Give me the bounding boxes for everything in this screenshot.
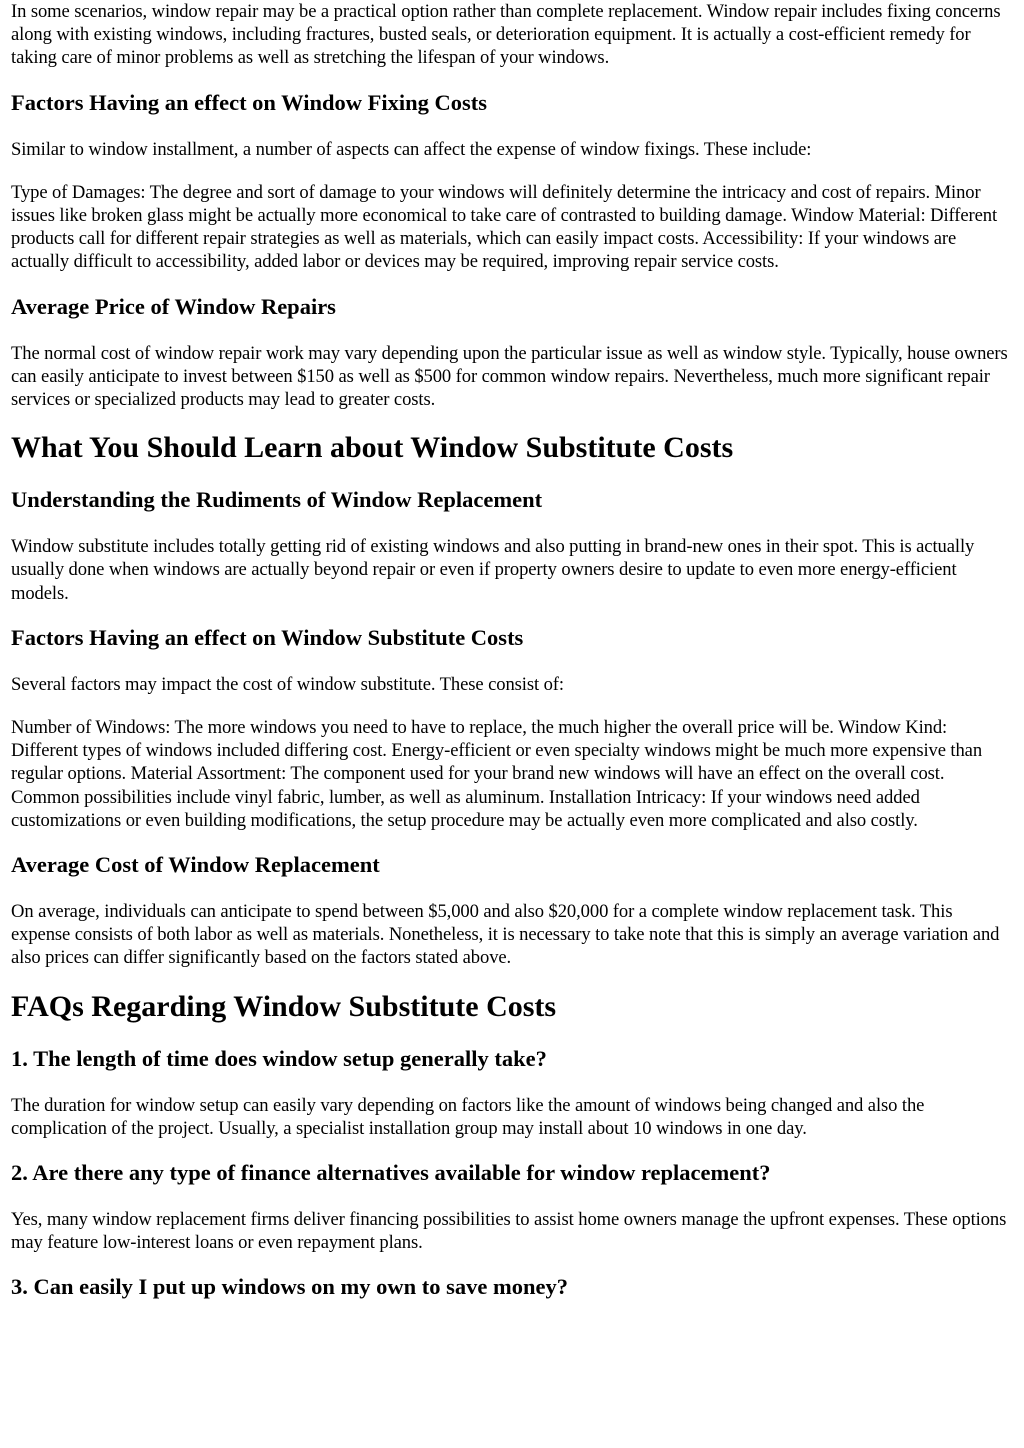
faq-question-3: 3. Can easily I put up windows on my own to save money? (11, 1274, 568, 1300)
repair-factors-lead: Similar to window installment, a number of aspects can affect the expense of window fixings. These include: (11, 138, 812, 160)
faq-question-2: 2. Are there any type of finance alternatives available for window replacement? (11, 1160, 771, 1186)
rudiments-body: Window substitute includes totally getting rid of existing windows and also putting in brand-new ones in their spot. This is actually usually done when windows are actually beyond repair or even if property owners desire to update to even more energy-efficient models. (11, 536, 975, 604)
repair-factors-body: Type of Damages: The degree and sort of damage to your windows will definitely determine the intricacy and cost of repairs. Minor issues like broken glass might be actually more economical to take care of contrasted to building damage. Window Material: Different products call for different repair strategies as well as materials, which can easily impact costs. Accessibility: If your windows are actually difficult to accessibility, added labor or devices may be required, improving repair service costs. (11, 181, 998, 273)
repair-price-heading: Average Price of Window Repairs (11, 293, 336, 319)
replacement-factors-body: Number of Windows: The more windows you need to have to replace, the much higher the overall price will be. Window Kind: Different types of windows included differing cost. Energy-efficient or even specialty windows might be much more expensive than regular options. Material Assortment: The component used for your brand new windows will have an effect on the overall cost. Common possibilities include vinyl fabric, lumber, as well as aluminum. Installation Intricacy: If your windows need added customizations or even building modifications, the setup procedure may be actually even more complicated and also costly. (11, 717, 983, 831)
replacement-cost-body: On average, individuals can anticipate to spend between $5,000 and also $20,000 for a complete window replacement task. This expense consists of both labor as well as materials. Nonetheless, it is necessary to take note that this is simply an average variation and also prices can differ significantly based on the factors stated above. (11, 901, 1000, 969)
faq-question-1: 1. The length of time does window setup generally take? (11, 1045, 547, 1071)
intro-paragraph: In some scenarios, window repair may be a practical option rather than complete replacement. Window repair includes fixing concerns along with existing windows, including fractures, busted seals, or deterioration equipment. It is actually a cost-efficient remedy for taking care of minor problems as well as stretching the lifespan of your windows. (11, 1, 1001, 69)
faq-answer-1: The duration for window setup can easily vary depending on factors like the amount of windows being changed and also the complication of the project. Usually, a specialist installation group may install about 10 windows in one day. (11, 1094, 925, 1139)
repair-factors-heading: Factors Having an effect on Window Fixing Costs (11, 89, 488, 115)
replacement-factors-lead: Several factors may impact the cost of window substitute. These consist of: (11, 673, 564, 695)
rudiments-heading: Understanding the Rudiments of Window Replacement (11, 487, 543, 513)
faq-heading: FAQs Regarding Window Substitute Costs (11, 989, 557, 1023)
repair-price-body: The normal cost of window repair work may vary depending upon the particular issue as well as window style. Typically, house owners can easily anticipate to invest between $150 as well as $500 for common window repairs. Nevertheless, much more significant repair services or specialized products may lead to greater costs. (11, 342, 1008, 411)
replacement-cost-heading: Average Cost of Window Replacement (11, 852, 380, 878)
replacement-section-heading: What You Should Learn about Window Substitute Costs (11, 431, 734, 465)
faq-answer-2: Yes, many window replacement firms deliver financing possibilities to assist home owners manage the upfront expenses. These options may feature low-interest loans or even repayment plans. (11, 1209, 1007, 1254)
replacement-factors-heading: Factors Having an effect on Window Substitute Costs (11, 624, 524, 650)
